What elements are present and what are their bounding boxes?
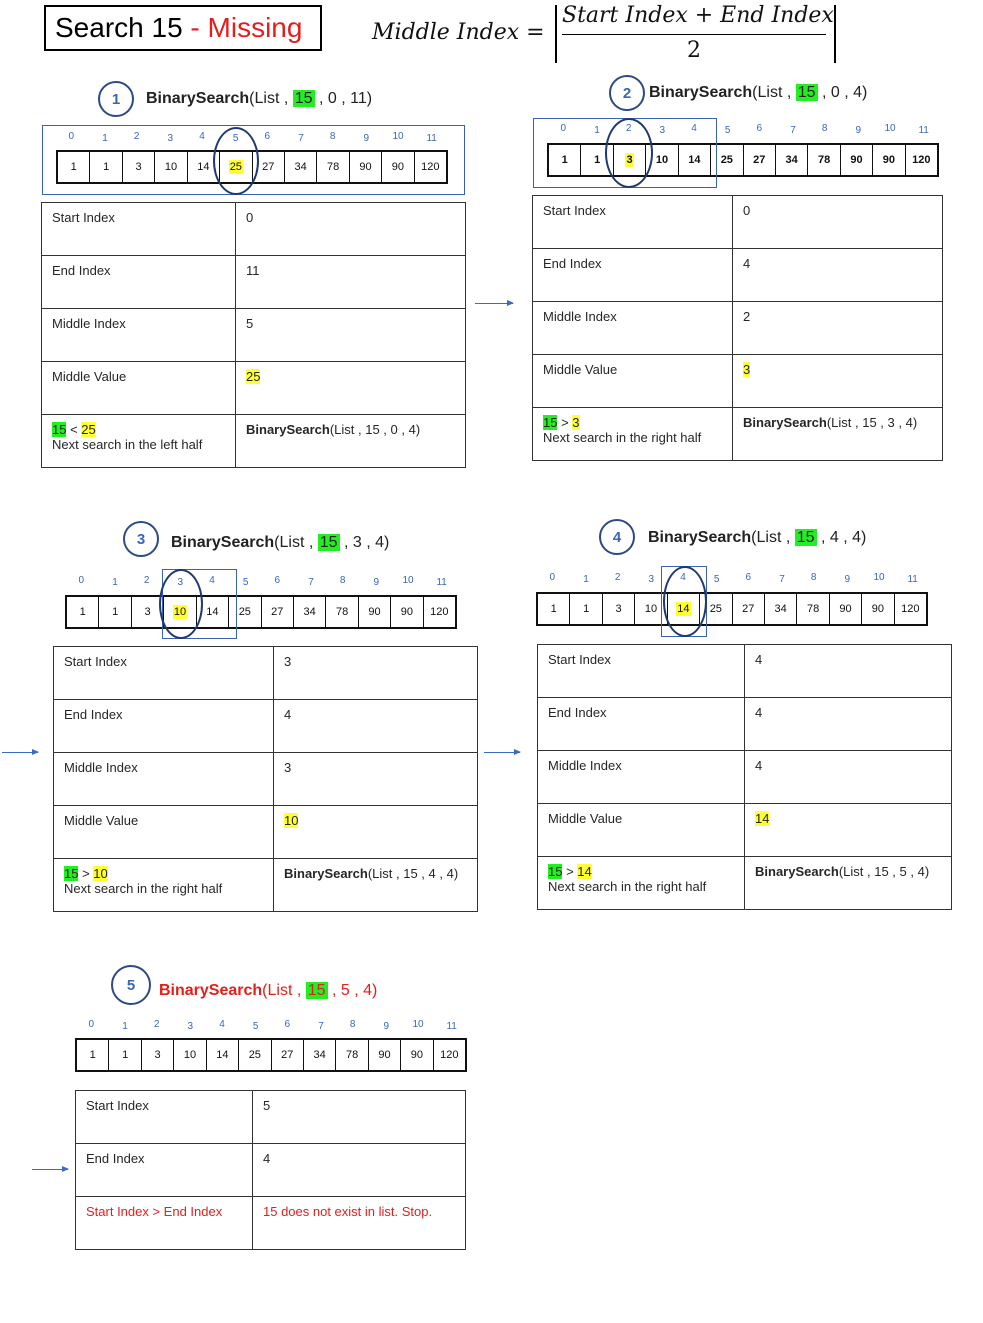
- list-cell-value: 78: [817, 154, 831, 166]
- comparison: 15 > 10 Next search in the right half: [54, 859, 274, 912]
- index-label: 0: [78, 575, 85, 586]
- list-cell-value: 1: [583, 603, 590, 615]
- label-end: End Index: [533, 249, 733, 302]
- list-cell-value: 25: [248, 1049, 261, 1061]
- label-middle-value: Middle Value: [533, 355, 733, 408]
- list-cell: [391, 597, 423, 627]
- index-label: 2: [143, 575, 150, 586]
- index-label: 6: [264, 131, 271, 142]
- index-label: 8: [329, 131, 336, 142]
- formula-lhs: Middle Index =: [372, 20, 545, 45]
- list-cell-value: 120: [901, 603, 920, 615]
- index-label: 4: [219, 1019, 225, 1030]
- index-label: 10: [412, 1019, 424, 1030]
- label-start: Start Index: [76, 1091, 253, 1144]
- value-end: 11: [236, 256, 466, 309]
- next-call: BinarySearch(List , 15 , 3 , 4): [733, 408, 943, 461]
- list-cell-value: 34: [774, 603, 787, 615]
- list-cell-value: 14: [677, 603, 690, 615]
- list-cell: [304, 1040, 336, 1070]
- step-2-call: BinarySearch(List , 15 , 0 , 4): [649, 84, 868, 101]
- list-cell-value: 3: [615, 603, 622, 615]
- label-end: End Index: [76, 1144, 253, 1197]
- index-label: 10: [402, 575, 414, 586]
- list-cell: [424, 597, 455, 627]
- label-middle: Middle Index: [533, 302, 733, 355]
- list-cell: [99, 597, 131, 627]
- index-label: 5: [724, 125, 731, 136]
- index-label: 2: [153, 1019, 160, 1030]
- step-badge-5: 5: [111, 965, 151, 1005]
- list-cell-value: 25: [229, 161, 242, 173]
- index-label: 9: [844, 574, 851, 585]
- list-cell-value: 27: [753, 154, 766, 166]
- value-start: 3: [274, 647, 478, 700]
- index-label: 6: [284, 1019, 291, 1030]
- index-label: 3: [659, 125, 666, 136]
- list-cell: [538, 594, 570, 624]
- index-label: 8: [810, 572, 817, 583]
- label-end: End Index: [538, 698, 745, 751]
- index-label: 7: [790, 125, 796, 136]
- index-label: 5: [252, 1021, 259, 1032]
- step-1-call: BinarySearch(List , 15 , 0 , 11): [146, 90, 373, 107]
- list-cell: [841, 145, 873, 175]
- list-cell-value: 120: [912, 154, 931, 166]
- middle-element-oval: [213, 127, 259, 195]
- value-middle: 2: [733, 302, 943, 355]
- formula-denominator: 2: [687, 38, 701, 63]
- index-label: 7: [298, 133, 304, 144]
- next-call: BinarySearch(List , 15 , 0 , 4): [236, 415, 466, 468]
- index-label: 4: [680, 572, 686, 583]
- list-cell: [570, 594, 602, 624]
- step-badge-1: 1: [98, 81, 134, 117]
- value-start: 5: [253, 1091, 466, 1144]
- list-cell-value: 14: [216, 1049, 229, 1061]
- list-cell-value: 90: [391, 161, 405, 173]
- list-cell: [797, 594, 829, 624]
- value-end: 4: [274, 700, 478, 753]
- middle-element-oval: [159, 569, 203, 639]
- list-cell-value: 120: [421, 161, 440, 173]
- flow-arrow: [475, 303, 513, 304]
- list-cell: [142, 1040, 174, 1070]
- list-cell-value: 1: [550, 603, 557, 615]
- index-label: 7: [318, 1021, 324, 1032]
- list-cell-value: 90: [359, 161, 372, 173]
- list-cell-value: 34: [294, 161, 307, 173]
- list-cell-value: 3: [144, 606, 151, 618]
- list-cell: [733, 594, 765, 624]
- list-cell-value: 3: [154, 1049, 161, 1061]
- index-label: 1: [122, 1021, 128, 1032]
- list-cell-value: 25: [238, 606, 251, 618]
- index-label: 2: [614, 572, 621, 583]
- label-end: End Index: [54, 700, 274, 753]
- value-middle-value: 10: [274, 806, 478, 859]
- list-cell-value: 1: [561, 154, 568, 166]
- index-label: 11: [436, 577, 447, 588]
- index-label: 6: [756, 123, 763, 134]
- flow-arrow: [32, 1169, 68, 1170]
- list-cell-value: 120: [440, 1049, 459, 1061]
- list-cell-value: 1: [122, 1049, 129, 1061]
- list-cell: [239, 1040, 271, 1070]
- index-label: 8: [821, 123, 828, 134]
- middle-element-oval: [605, 118, 653, 188]
- comparison: 15 > 14 Next search in the right half: [538, 857, 745, 910]
- index-label: 9: [383, 1021, 390, 1032]
- list-cell: [830, 594, 862, 624]
- step-3-table: [53, 646, 478, 912]
- next-call: BinarySearch(List , 15 , 4 , 4): [274, 859, 478, 912]
- index-label: 3: [187, 1021, 194, 1032]
- value-end: 4: [733, 249, 943, 302]
- comparison: 15 < 25 Next search in the left half: [42, 415, 236, 468]
- value-middle: 4: [745, 751, 952, 804]
- list-cell-value: 3: [135, 161, 142, 173]
- index-label: 5: [242, 577, 249, 588]
- list-cell-value: 1: [594, 154, 601, 166]
- stop-message: 15 does not exist in list. Stop.: [253, 1197, 466, 1250]
- index-label: 11: [918, 125, 929, 136]
- list-cell-value: 78: [326, 161, 340, 173]
- list-cell: [369, 1040, 401, 1070]
- index-label: 4: [691, 123, 697, 134]
- list-cell-value: 10: [644, 603, 658, 615]
- list-cell-value: 25: [720, 154, 733, 166]
- value-middle-value: 25: [236, 362, 466, 415]
- list-cell-value: 90: [368, 606, 381, 618]
- list-cell-value: 34: [785, 154, 798, 166]
- index-label: 4: [199, 131, 205, 142]
- list-cell: [862, 594, 894, 624]
- value-start: 4: [745, 645, 952, 698]
- label-start: Start Index: [533, 196, 733, 249]
- list-cell-value: 90: [400, 606, 414, 618]
- flow-arrow: [484, 752, 520, 753]
- label-middle-value: Middle Value: [42, 362, 236, 415]
- list-cell-value: 90: [839, 603, 852, 615]
- list-cell-value: 10: [183, 1049, 197, 1061]
- index-label: 1: [583, 574, 589, 585]
- list-cell-value: 90: [850, 154, 863, 166]
- index-label: 9: [855, 125, 862, 136]
- list-cell: [765, 594, 797, 624]
- index-label: 0: [560, 123, 567, 134]
- list-cell-value: 1: [112, 606, 119, 618]
- list-cell-value: 3: [626, 154, 633, 166]
- label-middle: Middle Index: [538, 751, 745, 804]
- step-badge-3: 3: [123, 521, 159, 557]
- index-label: 11: [446, 1021, 457, 1032]
- list-cell-value: 78: [806, 603, 820, 615]
- index-label: 10: [884, 123, 896, 134]
- fraction-line: [562, 34, 826, 35]
- label-middle: Middle Index: [54, 753, 274, 806]
- page-title: Search 15 - Missing: [44, 5, 322, 51]
- list-cell: [67, 597, 99, 627]
- list-cell-value: 10: [173, 606, 187, 618]
- stop-condition: Start Index > End Index: [76, 1197, 253, 1250]
- step-5-call: BinarySearch(List , 15 , 5 , 4): [159, 982, 378, 999]
- step-badge-4: 4: [599, 519, 635, 555]
- list-cell-value: 1: [70, 161, 77, 173]
- list-cell: [336, 1040, 368, 1070]
- value-middle-value: 14: [745, 804, 952, 857]
- index-label: 0: [68, 131, 75, 142]
- index-label: 1: [102, 133, 108, 144]
- list-cell-value: 120: [430, 606, 449, 618]
- list-cell: [744, 145, 776, 175]
- index-label: 11: [426, 133, 437, 144]
- list-cell: [109, 1040, 141, 1070]
- index-label: 7: [308, 577, 314, 588]
- list-cell-value: 25: [709, 603, 722, 615]
- label-start: Start Index: [538, 645, 745, 698]
- list-cell: [434, 1040, 465, 1070]
- index-label: 5: [232, 133, 239, 144]
- list-cell: [294, 597, 326, 627]
- index-label: 11: [907, 574, 918, 585]
- label-middle-value: Middle Value: [538, 804, 745, 857]
- label-start: Start Index: [42, 203, 236, 256]
- list-cell: [808, 145, 840, 175]
- index-label: 9: [373, 577, 380, 588]
- list-array: [75, 1038, 467, 1072]
- list-cell: [873, 145, 905, 175]
- index-label: 5: [713, 574, 720, 585]
- index-label: 0: [88, 1019, 95, 1030]
- formula-numerator: Start Index + End Index: [562, 3, 834, 28]
- list-cell: [174, 1040, 206, 1070]
- index-label: 0: [549, 572, 556, 583]
- label-middle: Middle Index: [42, 309, 236, 362]
- list-cell-value: 90: [410, 1049, 424, 1061]
- list-cell: [207, 1040, 239, 1070]
- index-label: 3: [177, 577, 184, 588]
- index-label: 3: [167, 133, 174, 144]
- value-middle: 5: [236, 309, 466, 362]
- index-label: 2: [625, 123, 632, 134]
- list-array: [536, 592, 928, 626]
- index-label: 1: [594, 125, 600, 136]
- list-cell: [603, 594, 635, 624]
- index-label: 6: [274, 575, 281, 586]
- value-start: 0: [236, 203, 466, 256]
- flow-arrow: [2, 752, 38, 753]
- list-cell-value: 14: [688, 154, 701, 166]
- list-cell-value: 27: [271, 606, 284, 618]
- index-label: 3: [648, 574, 655, 585]
- step-5-table: [75, 1090, 466, 1250]
- list-cell: [359, 597, 391, 627]
- index-label: 2: [133, 131, 140, 142]
- value-middle: 3: [274, 753, 478, 806]
- list-array: [65, 595, 457, 629]
- label-middle-value: Middle Value: [54, 806, 274, 859]
- index-label: 8: [339, 575, 346, 586]
- step-4-call: BinarySearch(List , 15 , 4 , 4): [648, 529, 867, 546]
- list-cell-value: 78: [335, 606, 349, 618]
- list-cell-value: 27: [742, 603, 755, 615]
- list-cell-value: 90: [378, 1049, 391, 1061]
- value-end: 4: [253, 1144, 466, 1197]
- list-cell: [262, 597, 294, 627]
- value-start: 0: [733, 196, 943, 249]
- next-call: BinarySearch(List , 15 , 5 , 4): [745, 857, 952, 910]
- list-cell: [776, 145, 808, 175]
- list-cell: [326, 597, 358, 627]
- step-4-table: [537, 644, 952, 910]
- index-label: 1: [112, 577, 118, 588]
- label-start: Start Index: [54, 647, 274, 700]
- list-cell: [895, 594, 926, 624]
- comparison: 15 > 3 Next search in the right half: [533, 408, 733, 461]
- list-cell-value: 90: [882, 154, 896, 166]
- step-2-table: [532, 195, 943, 461]
- index-label: 9: [363, 133, 370, 144]
- step-3-call: BinarySearch(List , 15 , 3 , 4): [171, 534, 390, 551]
- list-cell-value: 90: [871, 603, 885, 615]
- list-cell-value: 1: [79, 606, 86, 618]
- list-cell: [77, 1040, 109, 1070]
- step-badge-2: 2: [609, 75, 645, 111]
- index-label: 7: [779, 574, 785, 585]
- index-label: 10: [392, 131, 404, 142]
- list-cell-value: 1: [89, 1049, 96, 1061]
- list-cell-value: 27: [262, 161, 275, 173]
- index-label: 6: [745, 572, 752, 583]
- list-cell: [906, 145, 937, 175]
- list-cell-value: 27: [281, 1049, 294, 1061]
- step-1-table: [41, 202, 466, 468]
- list-cell-value: 10: [655, 154, 669, 166]
- list-cell-value: 34: [303, 606, 316, 618]
- list-cell-value: 78: [345, 1049, 359, 1061]
- value-middle-value: 3: [733, 355, 943, 408]
- list-cell-value: 14: [197, 161, 210, 173]
- list-cell-value: 1: [103, 161, 110, 173]
- list-cell-value: 10: [164, 161, 178, 173]
- list-cell-value: 14: [206, 606, 219, 618]
- index-label: 8: [349, 1019, 356, 1030]
- list-cell-value: 34: [313, 1049, 326, 1061]
- label-end: End Index: [42, 256, 236, 309]
- list-cell: [272, 1040, 304, 1070]
- index-label: 10: [873, 572, 885, 583]
- index-label: 4: [209, 575, 215, 586]
- value-end: 4: [745, 698, 952, 751]
- list-cell: [401, 1040, 433, 1070]
- middle-element-oval: [663, 566, 707, 637]
